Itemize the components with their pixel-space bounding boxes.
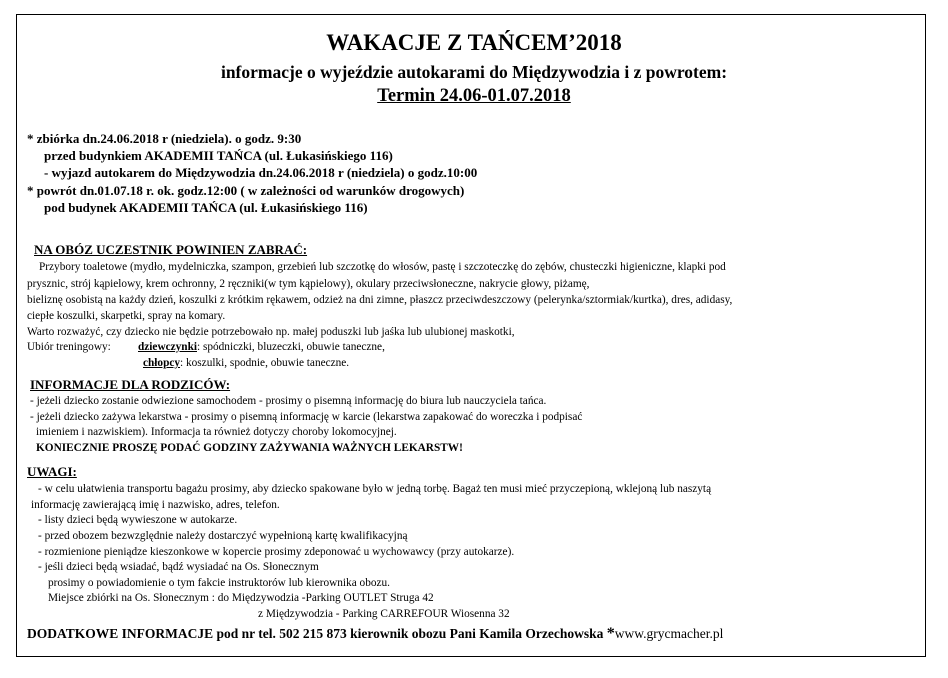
boys-outfit-line: [143, 357, 349, 369]
boys-label: chłopcy: [143, 357, 181, 369]
parents-heading: INFORMACJE DLA RODZICÓW:: [30, 377, 231, 392]
contact-info: DODATKOWE INFORMACJE pod nr tel. 502 215 873 kierownik obozu Pani Kamila Orzechowska: [27, 626, 604, 641]
schedule-line-4: * powrót dn.01.07.18 r. ok. godz.12:00 ( w zależności od warunków drogowych): [27, 183, 465, 198]
parents-line-3: imieniem i nazwiskiem). Informacja ta również dotyczy choroby lokomocyjnej.: [36, 426, 397, 438]
medication-warning: KONIECZNIE PROSZĘ PODAĆ GODZINY ZAŻYWANIA WAŻNYCH LEKARSTW!: [36, 442, 463, 454]
packing-line-4: ciepłe koszulki, skarpetki, spray na komary.: [27, 310, 226, 322]
notes-line-3: - listy dzieci będą wywieszone w autokarze.: [38, 514, 238, 526]
term-dates: Termin 24.06-01.07.2018: [377, 86, 571, 106]
parents-line-2: - jeżeli dziecko zażywa lekarstwa - prosimy o pisemną informację w karcie (lekarstwa zapakować do woreczka i podpisać: [30, 411, 583, 423]
packing-line-3: bieliznę osobistą na każdy dzień, koszulki z krótkim rękawem, odzież na dni zimne, płaszcz przeciwdeszczowy (pelerynka/sztormiak/kurtka), dres, adidasy,: [27, 294, 733, 306]
notes-line-1: - w celu ułatwienia transportu bagażu prosimy, aby dziecko spakowane było w jedną torbę. Bagaż ten musi mieć przyczepioną, wklejoną lub naszytą: [38, 483, 712, 495]
packing-heading: NA OBÓZ UCZESTNIK POWINIEN ZABRAĆ:: [34, 242, 308, 257]
packing-line-2: prysznic, strój kąpielowy, krem ochronny, 2 ręczniki(w tym kąpielowy), okulary przeciwsłoneczne, nakrycie głowy, piżamę,: [27, 278, 590, 290]
notes-line-5: - rozmienione pieniądze kieszonkowe w kopercie prosimy zdeponować u wychowawcy (przy autokarze).: [38, 546, 515, 558]
training-outfit-label: Ubiór treningowy:: [27, 341, 111, 353]
document-title: WAKACJE Z TAŃCEM’2018: [326, 30, 622, 55]
website-link[interactable]: www.grycmacher.pl: [614, 626, 724, 641]
notes-line-4: - przed obozem bezwzględnie należy dostarczyć wypełnioną kartę kwalifikacyjną: [38, 530, 408, 542]
girls-items: : spódniczki, bluzeczki, obuwie taneczne,: [197, 341, 385, 353]
schedule-line-2: przed budynkiem AKADEMII TAŃCA (ul. Łukasińskiego 116): [44, 148, 393, 163]
parents-line-1: - jeżeli dziecko zostanie odwiezione samochodem - prosimy o pisemną informację do biura lub nauczyciela tańca.: [30, 395, 547, 407]
notes-line-6: - jeśli dzieci będą wsiadać, bądź wysiadać na Os. Słonecznym: [38, 561, 319, 573]
notes-heading: UWAGI:: [27, 464, 77, 479]
girls-outfit-line: [138, 341, 385, 353]
notes-line-7: prosimy o powiadomienie o tym fakcie instruktorów lub kierownika obozu.: [48, 577, 390, 589]
schedule-line-3: - wyjazd autokarem do Międzywodzia dn.24.06.2018 r (niedziela) o godz.10:00: [44, 165, 478, 180]
document-subtitle: informacje o wyjeździe autokarami do Międzywodzia i z powrotem:: [220, 62, 728, 82]
pickup-location-to: Miejsce zbiórki na Os. Słonecznym : do Międzywodzia -Parking OUTLET Struga 42: [48, 592, 434, 604]
notes-line-2: informację zawierającą imię i nazwisko, adres, telefon.: [31, 499, 280, 511]
boys-items: : koszulki, spodnie, obuwie taneczne.: [180, 357, 350, 369]
pickup-location-from: z Międzywodzia - Parking CARREFOUR Wiosenna 32: [258, 608, 510, 620]
training-outfit-line: [27, 341, 111, 353]
packing-line-5: Warto rozważyć, czy dziecko nie będzie potrzebowało np. małej poduszki lub jaśka lub ulubionej maskotki,: [27, 326, 515, 338]
girls-label: dziewczynki: [138, 341, 197, 353]
star-marker: *: [606, 625, 615, 642]
schedule-line-1: * zbiórka dn.24.06.2018 r (niedziela). o godz. 9:30: [27, 131, 302, 146]
schedule-line-5: pod budynek AKADEMII TAŃCA (ul. Łukasińskiego 116): [44, 200, 368, 215]
packing-line-1: Przybory toaletowe (mydło, mydelniczka, szampon, grzebień lub szczotkę do włosów, pastę i szczoteczkę do zębów, chusteczki higieniczne, klapki pod: [39, 261, 726, 273]
footer-contact-line: [27, 625, 723, 643]
